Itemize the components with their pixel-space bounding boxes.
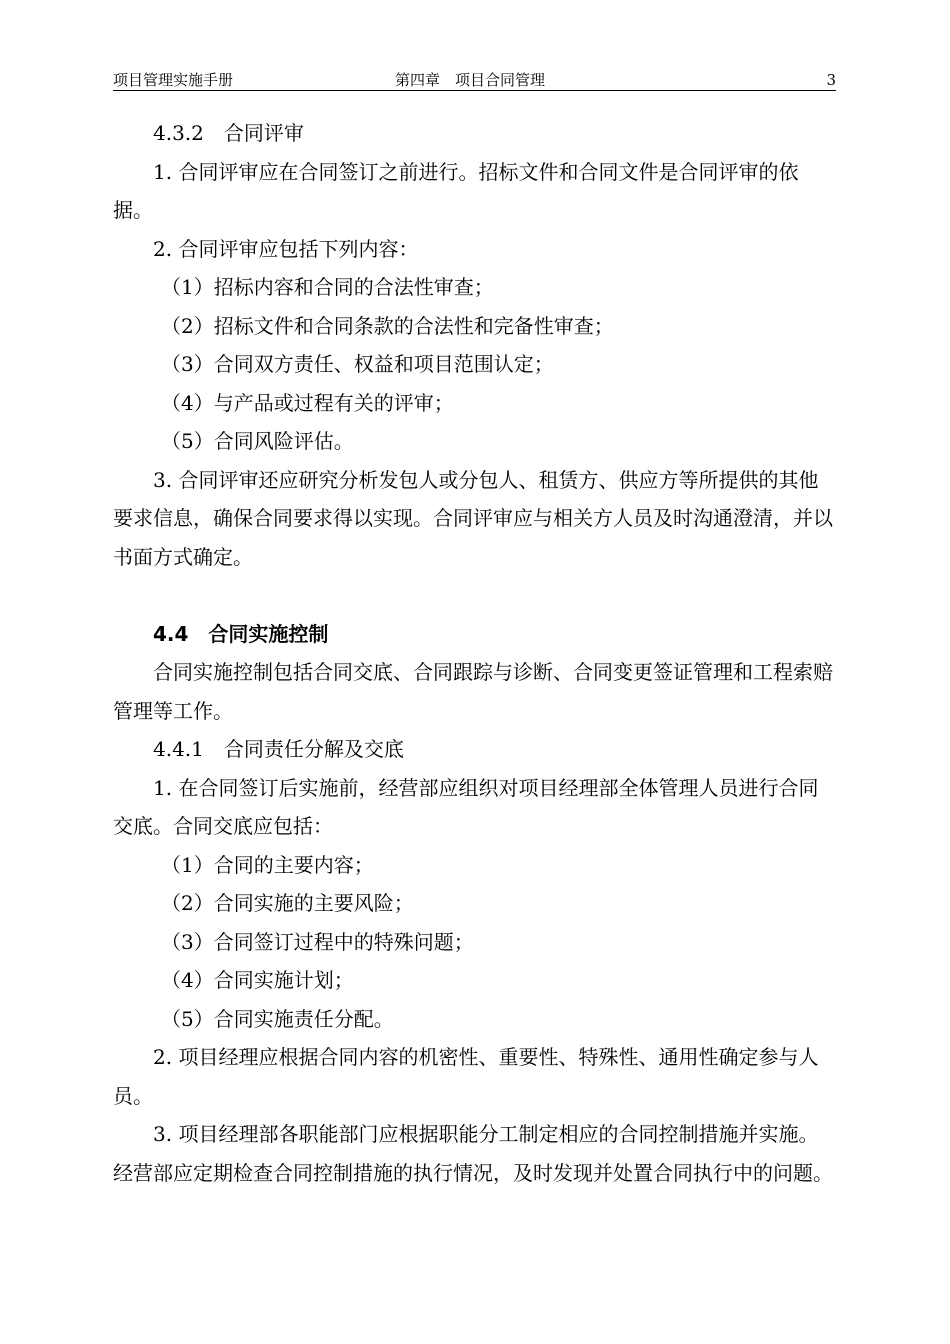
list-item: （5）合同实施责任分配。	[161, 1006, 394, 1031]
header-chapter-title: 第四章 项目合同管理	[395, 71, 546, 89]
list-item: （5）合同风险评估。	[161, 429, 354, 453]
spacer	[113, 576, 836, 615]
section-heading-4-4-1: 4.4.1 合同责任分解及交底	[153, 737, 404, 761]
list-item: （3）合同签订过程中的特殊问题；	[161, 929, 474, 954]
list-item: （2）招标文件和合同条款的合法性和完备性审查；	[161, 313, 614, 338]
header-divider	[113, 90, 836, 91]
list-item: （4）与产品或过程有关的评审；	[161, 390, 454, 415]
list-item: （1）合同的主要内容；	[161, 852, 374, 877]
paragraph: 1. 合同评审应在合同签订之前进行。招标文件和合同文件是合同评审的依据。	[113, 159, 799, 222]
header-page-number: 3	[826, 71, 836, 89]
list-item: （2）合同实施的主要风险；	[161, 891, 414, 915]
paragraph: 3. 项目经理部各职能部门应根据职能分工制定相应的合同控制措施并实施。经营部应定期检查合同控制措施的执行情况，及时发现并处置合同执行中的问题。	[113, 1122, 833, 1185]
header-manual-title: 项目管理实施手册	[113, 71, 234, 89]
paragraph: 3. 合同评审还应研究分析发包人或分包人、租赁方、供应方等所提供的其他要求信息，确保合同要求得以实现。合同评审应与相关方人员及时沟通澄清，并以书面方式确定。	[113, 467, 833, 569]
list-item: （3）合同双方责任、权益和项目范围认定；	[161, 352, 554, 376]
section-heading-4-4: 4.4 合同实施控制	[153, 621, 329, 646]
paragraph: 2. 项目经理应根据合同内容的机密性、重要性、特殊性、通用性确定参与人员。	[113, 1045, 819, 1108]
paragraph: 1. 在合同签订后实施前，经营部应组织对项目经理部全体管理人员进行合同交底。合同交底应包括：	[113, 775, 819, 838]
list-item: （4）合同实施计划；	[161, 968, 354, 992]
page-header	[113, 70, 836, 90]
paragraph: 合同实施控制包括合同交底、合同跟踪与诊断、合同变更签证管理和工程索赔管理等工作。	[113, 660, 833, 723]
list-item: （1）招标内容和合同的合法性审查；	[161, 275, 494, 299]
paragraph: 2. 合同评审应包括下列内容：	[153, 236, 419, 261]
page-body	[113, 114, 836, 1192]
section-heading-4-3-2: 4.3.2 合同评审	[153, 121, 304, 145]
